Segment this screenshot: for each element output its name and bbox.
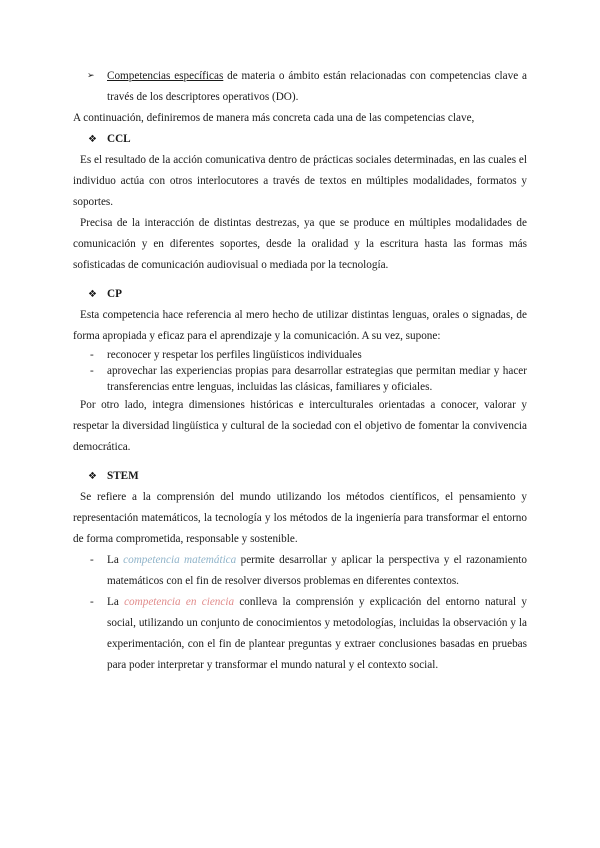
document-body [73, 66, 527, 676]
heading-ccl-label: CCL [107, 133, 131, 145]
cp-paragraph-2: Por otro lado, integra dimensiones históricas e interculturales orientadas a conocer, valorar y respetar la diversidad lingüística y cultural de la sociedad con el objetivo de fomentar la convivencia democrática. [73, 399, 527, 453]
dash-bullet-icon: - [90, 365, 94, 377]
heading-cp-label: CP [107, 288, 122, 300]
diamond-bullet-icon: ❖ [88, 134, 97, 145]
list-item: - reconocer y respetar los perfiles lingüísticos individuales [90, 349, 362, 361]
ccl-paragraph-1: Es el resultado de la acción comunicativa dentro de prácticas sociales determinadas, en las cuales el individuo actúa con otros interlocutores a través de textos en múltiples modalidades, formatos y soportes. [73, 154, 527, 208]
intro-bullet [73, 66, 527, 108]
term-competencia-en-ciencia: competencia en ciencia [124, 596, 235, 608]
cp-list [73, 347, 527, 395]
intro-bullet-text: de materia o ámbito están relacionadas con competencias clave a través de los descriptores operativos (DO). [107, 70, 527, 103]
stem-paragraph-1: Se refiere a la comprensión del mundo utilizando los métodos científicos, el pensamiento y representación matemáticos, la tecnología y los métodos de la ingeniería para transformar el entorno de forma comprometida, responsable y sostenible. [73, 491, 527, 545]
ccl-paragraph-2: Precisa de la interacción de distintas destrezas, ya que se produce en múltiples modalidades de comunicación y en diferentes soportes, desde la oralidad y la escritura hasta las formas más sofisticadas de comunicación audiovisual o mediada por la tecnología. [73, 217, 527, 271]
dash-bullet-icon: - [90, 554, 94, 566]
heading-cp [73, 284, 527, 305]
arrow-bullet-icon: ➢ [87, 71, 95, 81]
diamond-bullet-icon: ❖ [88, 289, 97, 300]
list-item: - aprovechar las experiencias propias para desarrollar estrategias que permitan mediar y hacer transferencias entre lenguas, incluidas las clásicas, familiares y oficiales. [90, 365, 527, 393]
dash-bullet-icon: - [90, 349, 94, 361]
term-competencias-especificas: Competencias específicas [107, 70, 224, 82]
heading-ccl [73, 129, 527, 150]
dash-bullet-icon: - [90, 596, 94, 608]
diamond-bullet-icon: ❖ [88, 471, 97, 482]
list-item: - La competencia en ciencia conlleva la comprensión y explicación del entorno natural y social, utilizando un conjunto de conocimientos y metodologías, incluidas la observación y la experimentación, con el fin de plantear preguntas y extraer conclusiones basadas en pruebas para poder interpretar y transformar el mundo natural y el contexto social. [73, 592, 527, 676]
cp-paragraph-1: Esta competencia hace referencia al mero hecho de utilizar distintas lenguas, orales o signadas, de forma apropiada y eficaz para el aprendizaje y la comunicación. A su vez, supone: [73, 309, 527, 342]
stem-list [73, 550, 527, 676]
heading-stem-label: STEM [107, 470, 139, 482]
term-competencia-matematica: competencia matemática [123, 554, 237, 566]
list-item: - La competencia matemática permite desarrollar y aplicar la perspectiva y el razonamiento matemáticos con el fin de resolver diversos problemas en diferentes contextos. [73, 550, 527, 592]
heading-stem [73, 466, 527, 487]
intro-lead: A continuación, definiremos de manera más concreta cada una de las competencias clave, [73, 112, 475, 124]
